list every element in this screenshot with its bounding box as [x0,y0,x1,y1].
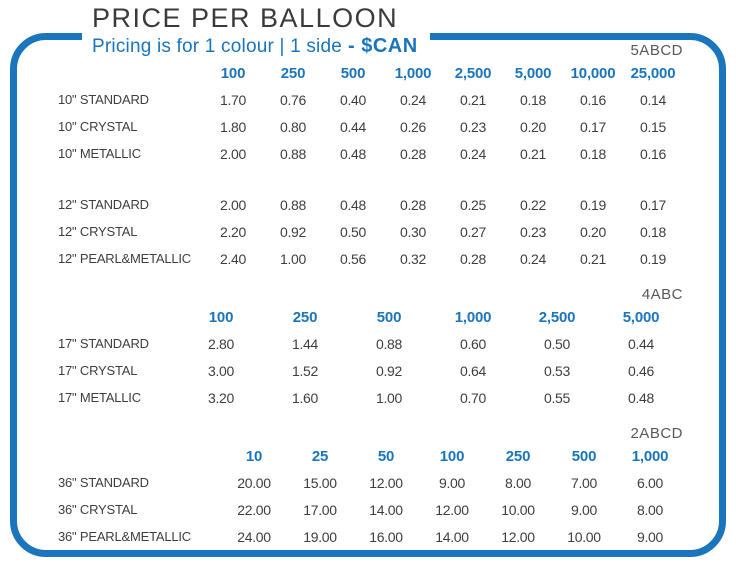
price-cell: 0.46 [627,362,655,379]
table-row [58,330,683,357]
table-row [58,384,683,411]
qty-column-header: 25 [311,447,329,465]
balloon-type-label: 36" PEARL&METALLIC [58,529,191,544]
price-cell: 0.18 [639,223,667,240]
price-cell: 0.80 [279,118,307,135]
qty-column-header: 50 [377,447,395,465]
price-cell: 0.88 [375,335,403,352]
price-cell: 2.40 [219,250,247,267]
price-cell: 9.00 [570,501,598,518]
price-cell: 9.00 [438,474,466,491]
price-cell: 0.24 [519,250,547,267]
price-table-36-inch [58,425,683,550]
price-cell: 0.64 [459,362,487,379]
balloon-type-label: 10" CRYSTAL [58,119,138,134]
price-table-17-inch [58,286,683,411]
price-cell: 7.00 [570,474,598,491]
qty-column-header: 10 [245,447,263,465]
price-cell: 10.00 [501,501,535,518]
price-cell: 0.28 [399,145,427,162]
size-group [58,469,683,550]
price-cell: 0.21 [519,145,547,162]
price-cell: 0.22 [519,196,547,213]
qty-column-header: 1,000 [454,308,492,326]
price-cell: 0.16 [579,91,607,108]
price-cell: 0.23 [459,118,487,135]
price-cell: 0.70 [459,389,487,406]
currency-label: - $CAN [348,35,418,57]
price-cell: 17.00 [303,501,337,518]
price-cell: 24.00 [237,528,271,545]
price-cell: 0.21 [579,250,607,267]
price-cell: 0.28 [459,250,487,267]
price-cell: 0.16 [639,145,667,162]
price-cell: 9.00 [636,528,664,545]
table-row [58,218,683,245]
price-cell: 0.76 [279,91,307,108]
size-group [58,86,683,167]
price-cell: 0.30 [399,223,427,240]
price-cell: 14.00 [435,528,469,545]
price-cell: 16.00 [369,528,403,545]
price-cell: 12.00 [369,474,403,491]
price-cell: 0.48 [339,145,367,162]
price-cell: 10.00 [567,528,601,545]
price-cell: 0.20 [579,223,607,240]
qty-column-header: 500 [571,447,597,465]
price-cell: 0.24 [459,145,487,162]
table-row [58,523,683,550]
qty-column-header: 25,000 [630,64,676,82]
table-row [58,86,683,113]
price-cell: 0.50 [543,335,571,352]
price-cell: 0.15 [639,118,667,135]
qty-column-header: 250 [292,308,318,326]
price-cell: 12.00 [501,528,535,545]
price-cell: 0.48 [627,389,655,406]
price-cell: 1.80 [219,118,247,135]
qty-column-header: 250 [505,447,531,465]
price-cell: 0.27 [459,223,487,240]
table-row [58,469,683,496]
qty-column-header: 100 [439,447,465,465]
qty-column-header: 250 [280,64,306,82]
balloon-type-label: 10" STANDARD [58,92,149,107]
table-row [58,496,683,523]
price-cell: 0.56 [339,250,367,267]
table-row [58,357,683,384]
price-cell: 0.21 [459,91,487,108]
size-group [58,330,683,411]
price-cell: 0.53 [543,362,571,379]
price-cell: 0.25 [459,196,487,213]
table-code-label: 2ABCD [630,425,683,442]
qty-column-header: 2,500 [454,64,492,82]
price-cell: 0.88 [279,196,307,213]
balloon-type-label: 12" STANDARD [58,197,149,212]
price-cell: 2.00 [219,145,247,162]
price-cell: 2.80 [207,335,235,352]
price-cell: 0.40 [339,91,367,108]
size-group [58,191,683,272]
qty-column-header: 5,000 [514,64,552,82]
price-cell: 0.44 [627,335,655,352]
price-cell: 6.00 [636,474,664,491]
price-cell: 0.32 [399,250,427,267]
price-cell: 0.88 [279,145,307,162]
subtitle-text: Pricing is for 1 colour | 1 side [92,36,342,57]
balloon-type-label: 36" STANDARD [58,475,149,490]
qty-column-header: 500 [376,308,402,326]
price-cell: 0.92 [279,223,307,240]
price-cell: 12.00 [435,501,469,518]
table-row [58,140,683,167]
price-cell: 0.20 [519,118,547,135]
balloon-type-label: 10" METALLIC [58,146,141,161]
qty-column-header: 1,000 [394,64,432,82]
table-row [58,113,683,140]
qty-column-header: 10,000 [570,64,616,82]
qty-column-header: 1,000 [631,447,669,465]
price-cell: 0.26 [399,118,427,135]
price-cell: 0.44 [339,118,367,135]
price-cell: 2.20 [219,223,247,240]
qty-column-header: 2,500 [538,308,576,326]
price-cell: 1.00 [375,389,403,406]
price-cell: 0.48 [339,196,367,213]
price-cell: 15.00 [303,474,337,491]
price-cell: 0.17 [579,118,607,135]
title-box [82,0,430,61]
table-row [58,191,683,218]
price-cell: 1.52 [291,362,319,379]
balloon-type-label: 17" METALLIC [58,390,141,405]
price-tables [58,42,683,550]
price-cell: 0.19 [579,196,607,213]
price-cell: 0.14 [639,91,667,108]
price-cell: 0.55 [543,389,571,406]
price-cell: 1.00 [279,250,307,267]
price-cell: 8.00 [504,474,532,491]
balloon-type-label: 17" CRYSTAL [58,363,138,378]
qty-column-header: 100 [208,308,234,326]
price-cell: 2.00 [219,196,247,213]
balloon-type-label: 36" CRYSTAL [58,502,138,517]
table-row [58,245,683,272]
price-cell: 1.44 [291,335,319,352]
table-code-label: 5ABCD [630,42,683,59]
page-subtitle [92,34,418,59]
price-cell: 20.00 [237,474,271,491]
price-cell: 0.18 [519,91,547,108]
price-cell: 0.28 [399,196,427,213]
balloon-type-label: 12" PEARL&METALLIC [58,251,191,266]
balloon-type-label: 12" CRYSTAL [58,224,138,239]
price-cell: 1.60 [291,389,319,406]
table-code-label: 4ABC [641,286,683,303]
column-header-row [58,60,683,86]
qty-column-header: 100 [220,64,246,82]
price-cell: 19.00 [303,528,337,545]
price-cell: 3.00 [207,362,235,379]
price-cell: 3.20 [207,389,235,406]
column-header-row [58,304,683,330]
page-title: PRICE PER BALLOON [92,3,399,33]
qty-column-header: 5,000 [622,308,660,326]
price-cell: 0.50 [339,223,367,240]
price-cell: 1.70 [219,91,247,108]
price-cell: 0.19 [639,250,667,267]
price-cell: 0.23 [519,223,547,240]
price-cell: 0.17 [639,196,667,213]
balloon-type-label: 17" STANDARD [58,336,149,351]
price-cell: 0.60 [459,335,487,352]
price-cell: 0.24 [399,91,427,108]
column-header-row [58,443,683,469]
price-cell: 22.00 [237,501,271,518]
qty-column-header: 500 [340,64,366,82]
price-cell: 8.00 [636,501,664,518]
price-cell: 0.18 [579,145,607,162]
price-cell: 0.92 [375,362,403,379]
price-table-10-12-inch [58,42,683,272]
price-cell: 14.00 [369,501,403,518]
